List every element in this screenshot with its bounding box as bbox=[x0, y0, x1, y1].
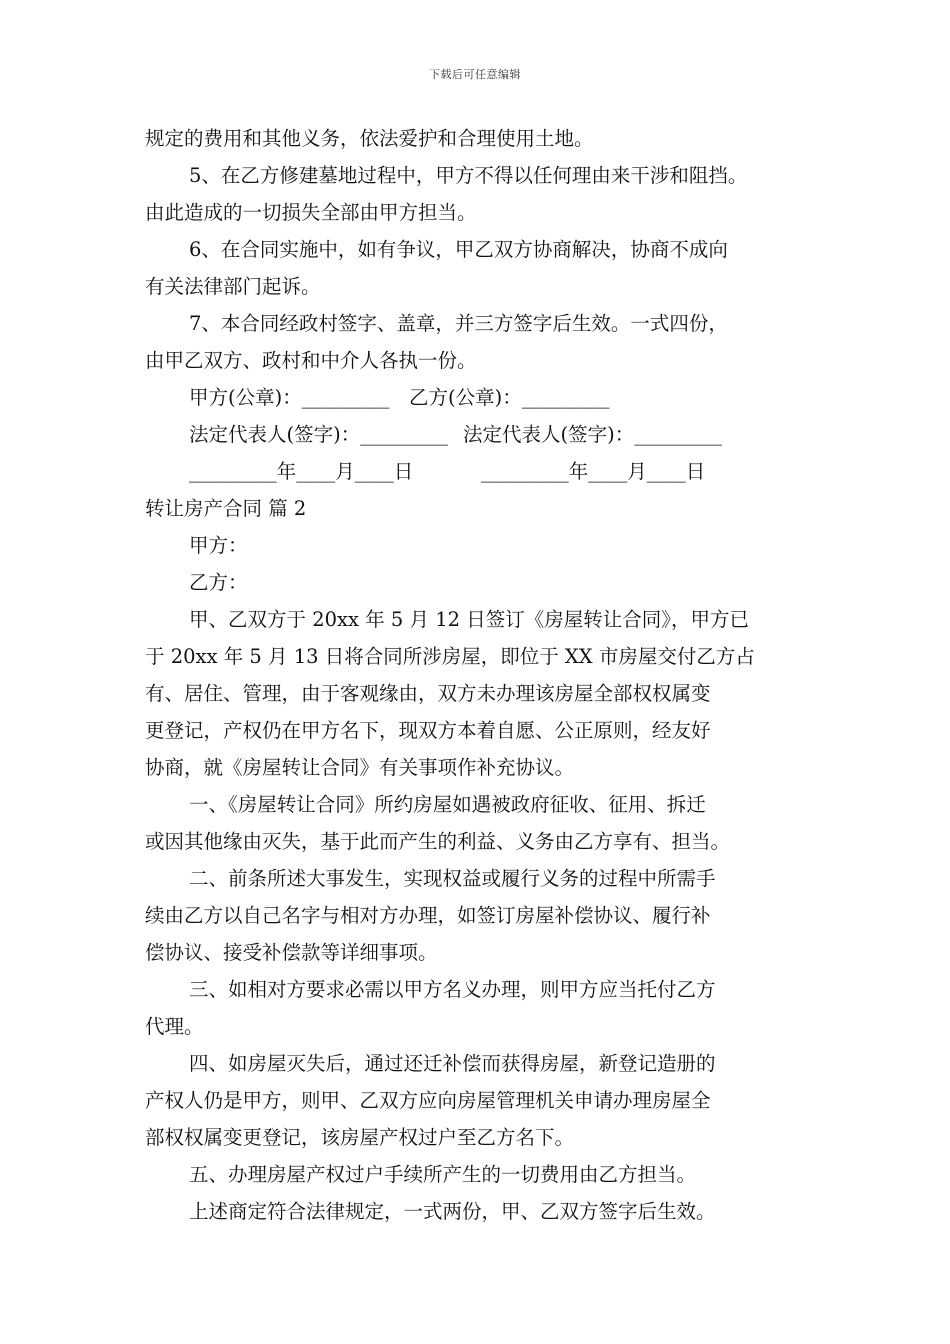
paragraph-line: 部权权属变更登记，该房屋产权过户至乙方名下。 bbox=[145, 1126, 575, 1149]
signature-row-representative bbox=[145, 416, 815, 453]
section-title: 转让房产合同 篇 2 bbox=[145, 497, 307, 520]
paragraph-line: 由此造成的一切损失全部由甲方担当。 bbox=[145, 201, 477, 224]
paragraph-line: 二、前条所述大事发生，实现权益或履行义务的过程中所需手 bbox=[189, 867, 716, 890]
paragraph-line: 三、如相对方要求必需以甲方名义办理，则甲方应当托付乙方 bbox=[189, 978, 716, 1001]
paragraph-line: 四、如房屋灭失后，通过还迁补偿而获得房屋，新登记造册的 bbox=[189, 1052, 716, 1075]
paragraph-line: 由甲乙双方、政村和中介人各执一份。 bbox=[145, 349, 477, 372]
document-body bbox=[145, 120, 815, 1230]
party-a-date: _________年____月____日 bbox=[189, 460, 414, 483]
party-b-label: 乙方： bbox=[189, 571, 248, 594]
paragraph-line: 更登记，产权仍在甲方名下，现双方本着自愿、公正原则，经友好 bbox=[145, 719, 711, 742]
party-b-date: _________年____月____日 bbox=[481, 460, 706, 483]
paragraph-line: 5、在乙方修建墓地过程中，甲方不得以任何理由来干涉和阻挡。 bbox=[189, 164, 748, 187]
paragraph-line: 上述商定符合法律规定，一式两份，甲、乙双方签字后生效。 bbox=[189, 1200, 716, 1223]
paragraph-line: 偿协议、接受补偿款等详细事项。 bbox=[145, 941, 438, 964]
paragraph-line: 规定的费用和其他义务，依法爱护和合理使用土地。 bbox=[145, 127, 594, 150]
paragraph-line: 于 20xx 年 5 月 13 日将合同所涉房屋，即位于 XX 市房屋交付乙方占 bbox=[145, 645, 755, 668]
paragraph-line: 甲、乙双方于 20xx 年 5 月 12 日签订《房屋转让合同》，甲方已 bbox=[189, 608, 749, 631]
paragraph-line: 6、在合同实施中，如有争议，甲乙双方协商解决，协商不成向 bbox=[189, 238, 728, 261]
paragraph-line: 或因其他缘由灭失，基于此而产生的利益、义务由乙方享有、担当。 bbox=[145, 830, 731, 853]
paragraph-line: 五、办理房屋产权过户手续所产生的一切费用由乙方担当。 bbox=[189, 1163, 697, 1186]
party-a-label: 甲方： bbox=[189, 534, 248, 557]
paragraph-line: 产权人仍是甲方，则甲、乙双方应向房屋管理机关申请办理房屋全 bbox=[145, 1089, 711, 1112]
paragraph-line: 一、《房屋转让合同》所约房屋如遇被政府征收、征用、拆迁 bbox=[189, 793, 706, 816]
paragraph-line: 7、本合同经政村签字、盖章，并三方签字后生效。一式四份， bbox=[189, 312, 728, 335]
party-b-representative: 法定代表人(签字)：_________ bbox=[463, 423, 722, 446]
page-header-note: 下载后可任意编辑 bbox=[429, 68, 521, 81]
party-a-seal: 甲方(公章)：_________ bbox=[189, 386, 390, 409]
signature-row-seal bbox=[145, 379, 815, 416]
paragraph-line: 续由乙方以自己名字与相对方办理，如签订房屋补偿协议、履行补 bbox=[145, 904, 711, 927]
paragraph-line: 代理。 bbox=[145, 1015, 204, 1038]
signature-row-date bbox=[145, 453, 815, 490]
party-a-representative: 法定代表人(签字)：_________ bbox=[189, 423, 448, 446]
paragraph-line: 有关法律部门起诉。 bbox=[145, 275, 321, 298]
party-b-seal: 乙方(公章)：_________ bbox=[409, 386, 610, 409]
paragraph-line: 协商，就《房屋转让合同》有关事项作补充协议。 bbox=[145, 756, 575, 779]
paragraph-line: 有、居住、管理，由于客观缘由，双方未办理该房屋全部权权属变 bbox=[145, 682, 711, 705]
